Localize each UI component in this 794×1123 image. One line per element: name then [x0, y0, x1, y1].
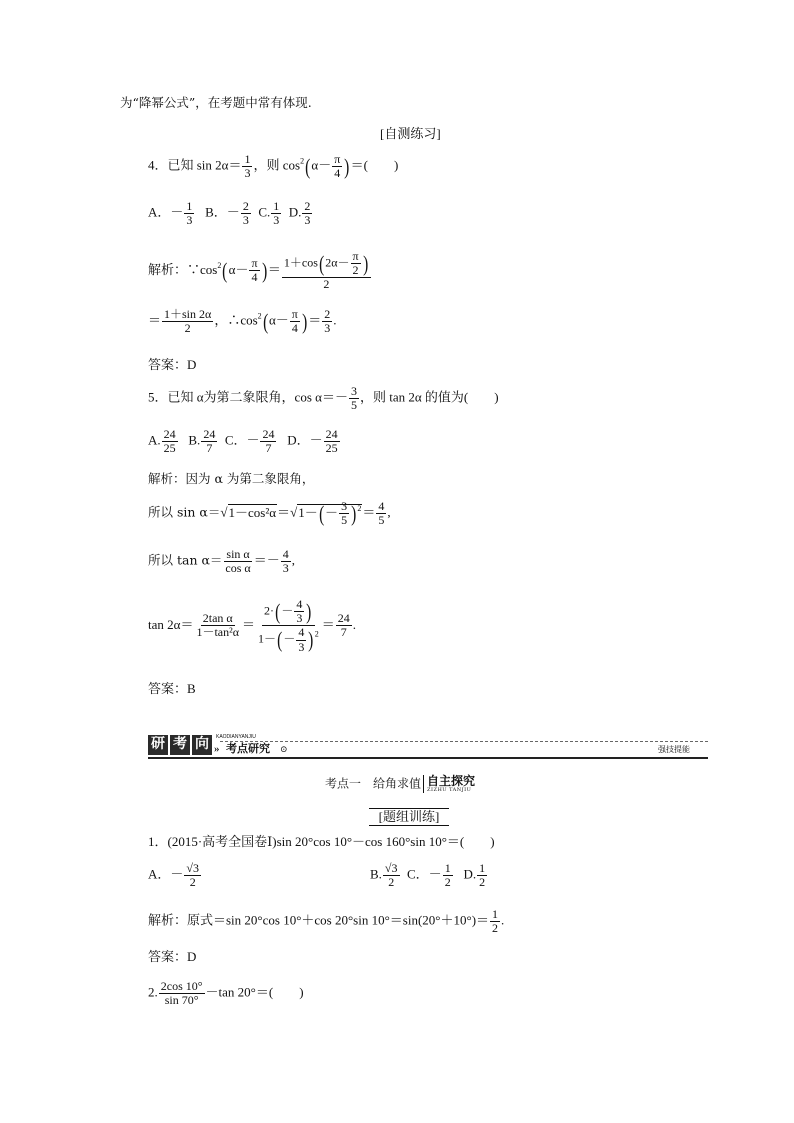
- section-heading: [325, 775, 475, 793]
- g1-options-bcd: B. $\frac{√3}{2}$ C．－ $\frac{1}{2}$ D. $\frac{1}{2}$: [370, 861, 486, 890]
- banner-right-label: 强技提能: [658, 745, 690, 754]
- g1-answer: 答案：D: [148, 949, 197, 964]
- q4-options: A．－ $\frac{1}{3}$ B．－ $\frac{2}{3}$ C. $\frac{1}{3}$ D. $\frac{2}{3}$: [148, 199, 311, 228]
- banner-char-1: 研: [148, 735, 168, 755]
- banner-bottom-rule: [148, 757, 708, 759]
- section-label: 考点一 给角求值: [325, 776, 422, 791]
- g1-stem: 1．(2015·高考全国卷Ⅰ)sin 20°cos 10°－cos 160°sin 10°＝( ): [148, 834, 495, 849]
- q4-stem: 4．已知 sin 2α＝ $\frac{1}{3}$ ，则 $\cos^2(\alpha-$ $\frac{\pi}{4}$ )＝( ): [148, 152, 399, 181]
- banner-char-3: 向: [192, 735, 212, 755]
- q4-answer: 答案：D: [148, 357, 197, 372]
- g2-stem: 2. $\frac{2\cos 10^\circ}{\sin 70^\circ}$ －tan 20°＝( ): [148, 979, 304, 1008]
- g1-option-a: A．－ $\frac{√3}{2}$: [148, 861, 199, 890]
- q5-solution-2: 所以 sin α＝√1－cos²α＝√1－(－ $\frac{3}{5}$ )$^2$＝ $\frac{4}{5}$ ,: [148, 499, 391, 528]
- banner-arrows-icon: »: [214, 743, 220, 755]
- section-banner: [148, 735, 708, 759]
- q4-solution-2: ＝ $\frac{1+\sin 2\alpha}{2}$ ，$\therefore\cos^2(\alpha-$ $\frac{\pi}{4}$ )＝ $\frac{2}{3}$ .: [148, 307, 337, 336]
- q5-solution-3: 所以 tan α＝ $\frac{\text{sin α}}{\text{cos α}}$ ＝－ $\frac{4}{3}$ ,: [148, 547, 295, 576]
- g1-solution: 解析：原式＝sin 20°cos 10°＋cos 20°sin 10°＝sin(20°＋10°)＝ $\frac{1}{2}$ .: [148, 907, 505, 936]
- banner-circle-icon: ⊙: [280, 744, 288, 754]
- banner-char-2: 考: [170, 735, 190, 755]
- q5-solution-4: tan 2α＝ $\frac{\text{2tan α}}{\text{1－tan²α}}$ ＝ 2·(－ $\frac{4}{3}$ ) 1－(－ $\frac{4}{3}$ )$^2$ ＝ $\frac{24}{7}$ .: [148, 597, 356, 654]
- banner-title: 考点研究: [226, 743, 270, 755]
- q5-stem: 5．已知 α为第二象限角，cos α＝－ $\frac{3}{5}$ ，则 tan 2α 的值为( ): [148, 384, 499, 413]
- q5-solution-1: 解析：因为 α 为第二象限角，: [148, 471, 315, 486]
- q5-answer: 答案：B: [148, 681, 196, 696]
- banner-pinyin: KAODIANYANJIU: [216, 734, 256, 740]
- q4-solution-1: 解析：$\because\cos^2(\alpha-$ $\frac{\pi}{4}$ )＝ 1＋cos(2α－ $\frac{\pi}{2}$ ) 2: [148, 250, 372, 292]
- self-test-title: [自测练习]: [380, 126, 441, 141]
- group-title: [题组训练]: [369, 808, 449, 826]
- banner-dashed-rule: [220, 741, 708, 742]
- zizhu-badge: 自主探究 ZIZHU TANJIU: [423, 775, 475, 793]
- q5-options: A. $\frac{24}{25}$ B. $\frac{24}{7}$ C．－ $\frac{24}{7}$ D．－ $\frac{24}{25}$: [148, 427, 338, 456]
- intro-text: 为“降幂公式”，在考题中常有体现.: [120, 95, 312, 110]
